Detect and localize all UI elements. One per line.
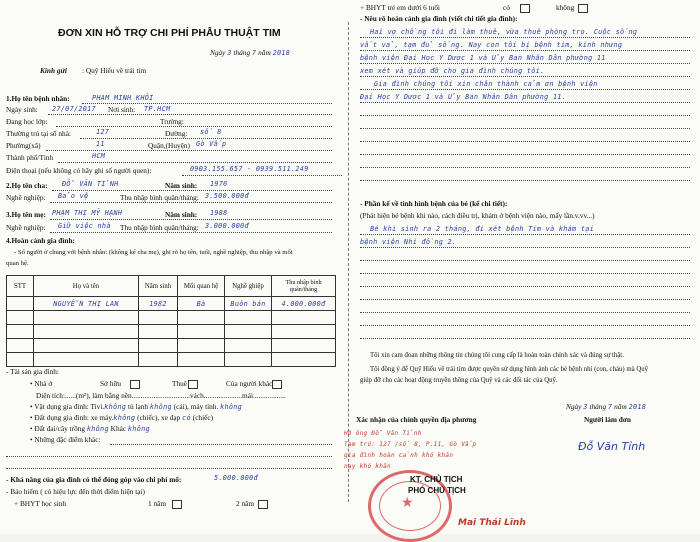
bhyt-co-label: có <box>503 3 510 12</box>
col-job: Nghề ghiệp <box>225 276 272 297</box>
mother-job-label: Nghề nghiệp: <box>6 223 46 232</box>
consent-text-2: giúp đỡ cho các hoạt động truyền thông của Quỹ và các đối tác của Quỹ. <box>360 377 558 384</box>
insurance-2yr: 2 năm <box>236 499 255 508</box>
pob: TP.HCM <box>144 105 171 113</box>
reason-line-2: vất vả, tạm đủ sống. Nay con tôi bị bệnh tim, kinh nhưng <box>360 41 623 49</box>
applicant-signature: Đỗ Văn Tỉnh <box>578 440 646 453</box>
col-relation: Mối quan hệ <box>178 276 225 297</box>
disease-line-2: bệnh viện Nhi đồng 2. <box>360 238 457 246</box>
father-name: ĐỖ VĂN TỈNH <box>62 180 119 188</box>
city: HCM <box>92 152 106 160</box>
local-note-4: nay khó khăn <box>344 463 391 470</box>
patient-name-label: 1.Họ tên bệnh nhân: <box>6 94 70 103</box>
household-table <box>6 275 336 367</box>
mother-job: Giữ việc nhà <box>58 222 111 230</box>
vehicles-label: • Đất dụng gia đình: xe máy.không (chiếc), xe đạp có (chiếc) <box>30 413 214 422</box>
reason-line-5: Gia đình chúng tôi xin chân thành cảm ơn bệnh viện <box>374 80 598 88</box>
col-stt: STT <box>7 276 34 297</box>
assets-label: - Tài sản gia đình: <box>6 367 59 376</box>
boarding-label: Của người khác <box>226 379 273 388</box>
col-name: Họ và tên <box>34 276 139 297</box>
father-year: 1976 <box>210 180 228 188</box>
stamp-star-icon: ★ <box>401 496 414 511</box>
contribution-label: - Khả năng của gia đình có thể đóng góp vào chi phí mổ: <box>6 475 182 484</box>
pob-label: Nơi sinh: <box>108 105 136 114</box>
insurance-1yr-box[interactable] <box>172 500 182 509</box>
reason-line-6: Đại Học Y Dược 1 và Ủy Ban Nhân Dân phường 11. <box>360 93 567 101</box>
col-year: Năm sinh <box>139 276 178 297</box>
mother-year-label: Năm sinh: <box>165 210 198 219</box>
table-row <box>7 353 336 367</box>
form-date: Ngày 3 tháng 7 năm 2018 <box>210 48 291 57</box>
dob-label: Ngày sinh: <box>6 105 38 114</box>
mother-name: PHẠM THỊ MỸ HẠNH <box>52 209 123 217</box>
father-job-label: Nghề nghiệp: <box>6 193 46 202</box>
contribution-amount: 5.000.000đ <box>214 474 258 482</box>
greeting-value: : Quỹ Hiếu về trái tim <box>82 66 147 75</box>
local-note-2: Tạm trú: 127 /số 8, P.11, Gò Vấp <box>344 441 477 448</box>
district: Gò Vấp <box>196 140 227 148</box>
reason-line-1: Hai vợ chồng tôi đi làm thuê, vừa thuê phòng trọ. Cuộc sống <box>370 28 638 36</box>
own-label: Sở hữu <box>100 379 121 388</box>
school-suffix: Trường: <box>160 117 184 126</box>
insurance-1yr: 1 năm <box>148 499 167 508</box>
household-items-label: • Vật dụng gia đình: Tivi.không tủ lạnh không (cái), máy tính. không <box>30 402 243 411</box>
insurance-label: - Bảo hiểm ( có hiệu lực đến thời điểm hiện tại) <box>6 487 145 496</box>
bhyt-co-box[interactable] <box>520 4 530 13</box>
father-income-label: Thu nhập bình quân/tháng: <box>120 193 199 202</box>
insurance-2yr-box[interactable] <box>258 500 268 509</box>
family-situation-label: 4.Hoàn cảnh gia đình: <box>6 236 75 245</box>
official-name: Mai Thái Lĩnh <box>458 518 526 528</box>
stamp-subtitle: PHÓ CHỦ TỊCH <box>408 486 466 495</box>
table-row <box>7 339 336 353</box>
land-label: • Đất đai/cây trồng không Khác không <box>30 424 150 433</box>
mother-year: 1988 <box>210 209 228 217</box>
dob: 27/07/2017 <box>52 105 96 113</box>
insurance-student: + BHYT học sinh <box>14 499 67 508</box>
mother-label: 3.Họ tên mẹ: <box>6 210 46 219</box>
household-instruction: - Số người ở chung với bệnh nhân: (không kể cha mẹ), ghi rõ họ tên, tuổi, nghề nghiệp, thu nhập và mối <box>14 249 293 256</box>
disease-label: - Phần kể về tình hình bệnh của bé (kể chi tiết): <box>360 199 508 208</box>
local-authority-label: Xác nhận của chính quyền địa phương <box>356 415 477 424</box>
rent-label: Thuê <box>172 379 187 388</box>
phone: 0903.155.657 - 0939.511.249 <box>190 165 309 173</box>
table-row: NGUYỄN THỊ LAN 1982 Bà Buôn bán 4.000.000đ <box>7 297 336 311</box>
form-title: ĐƠN XIN HỖ TRỢ CHI PHÍ PHẪU THUẬT TIM <box>58 27 281 39</box>
mother-income: 3.000.000đ <box>205 222 249 230</box>
school-label: Đang học lớp: <box>6 117 48 126</box>
bhyt-khong-box[interactable] <box>578 4 588 13</box>
stamp-title: KT. CHỦ TỊCH <box>410 475 463 484</box>
street: số 8 <box>200 128 222 136</box>
commitment-text: Tôi xin cam đoan những thông tin chúng tôi cung cấp là hoàn toàn chính xác và đúng sự thật. <box>370 352 624 359</box>
greeting-label: Kính gửi <box>40 66 67 75</box>
other-features-label: • Những đặc điểm khác: <box>30 435 101 444</box>
father-label: 2.Họ tên cha: <box>6 181 48 190</box>
city-label: Thành phố/Tỉnh <box>6 153 54 162</box>
household-instruction-2: quan hệ. <box>6 260 29 267</box>
ward: 11 <box>96 140 105 148</box>
address-label: Thường trú tại số nhà: <box>6 129 71 138</box>
own-box[interactable] <box>130 380 140 389</box>
local-note-1: Hộ ông Đỗ Văn Tỉnh <box>344 430 422 437</box>
house-number: 127 <box>96 128 110 136</box>
boarding-box[interactable] <box>272 380 282 389</box>
patient-name: PHẠM MINH KHÔI <box>92 94 154 102</box>
reason-line-3: bệnh viện Đại Học Y Dược 1 và Ủy Ban Nhân Dân phường 11 <box>360 54 606 62</box>
bhyt-child-label: + BHYT trẻ em dưới 6 tuổi <box>360 3 440 12</box>
applicant-label: Người làm đơn <box>584 415 631 424</box>
father-year-label: Năm sinh: <box>165 181 198 190</box>
bhyt-khong-label: không <box>556 3 575 12</box>
father-income: 3.500.000đ <box>205 192 249 200</box>
district-label: Quận,(Huyện) <box>148 141 190 150</box>
phone-label: Điện thoại (nếu không có hãy ghi số người quen): <box>6 166 152 175</box>
signature-date: Ngày 3 tháng 7 năm 2018 <box>566 402 647 411</box>
housing-label: • Nhà ở <box>30 379 53 388</box>
area-line: Diện tích:......(m²), làm bằng nền................................vách.....................mái.................. <box>36 391 286 400</box>
reason-label: - Nêu rõ hoàn cảnh gia đình (viết chi tiết gia đình): <box>360 14 518 23</box>
street-label: Đường: <box>165 129 188 138</box>
disease-line-1: Bé khi sinh ra 2 tháng, đi xét bệnh Tim và khám tại <box>370 225 594 233</box>
col-income: Thu nhập bình quân/tháng <box>272 276 336 297</box>
consent-text-1: Tôi đồng ý để Quỹ Hiếu về trái tim được quyền sử dụng hình ảnh các bé bệnh nhi (con, cháu) mà Quỹ <box>370 366 649 373</box>
ward-label: Phường(xã) <box>6 141 41 150</box>
rent-box[interactable] <box>188 380 198 389</box>
table-row <box>7 325 336 339</box>
disease-hint: (Phát hiện bé bệnh khi nào, cách điều trị, khám ở bệnh viện nào, mấy lần.v.vv...) <box>360 211 595 220</box>
table-row <box>7 311 336 325</box>
local-note-3: gia đình hoàn cảnh khó khăn <box>344 452 454 459</box>
father-job: Bảo vệ <box>58 192 89 200</box>
mother-income-label: Thu nhập bình quân/tháng: <box>120 223 199 232</box>
reason-line-4: xem xét và giúp đỡ cho gia đình chúng tôi. <box>360 67 545 75</box>
